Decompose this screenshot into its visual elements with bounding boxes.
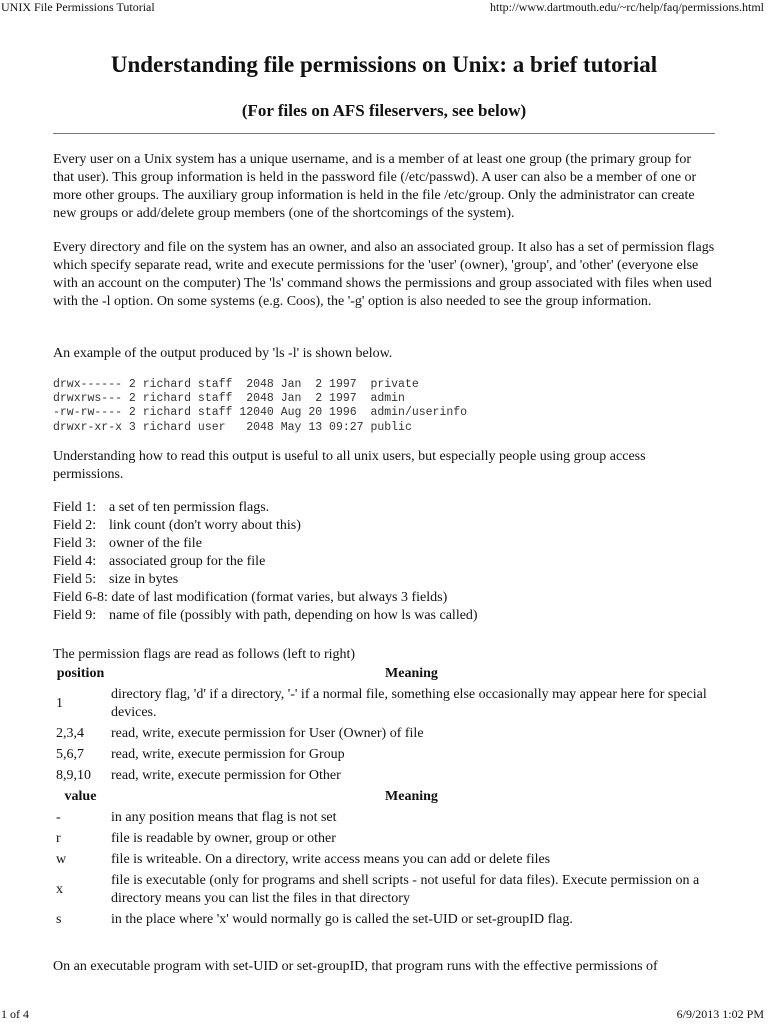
table-cell-meaning: file is executable (only for programs and shell scripts - not useful for data files). Execute permission on a directory means you can list the files in that directory (111, 872, 700, 906)
field-description: name of file (possibly with path, depending on how ls was called) (109, 608, 478, 623)
table-cell-meaning: in any position means that flag is not set (111, 809, 337, 825)
field-description: associated group for the file (109, 554, 266, 569)
column-header-value: value (64, 788, 97, 804)
field-label: Field 1: (53, 500, 97, 515)
paragraph-ls-example-intro: An example of the output produced by 'ls -l' is shown below. (53, 346, 393, 361)
page-number: 1 of 4 (1, 1007, 29, 1021)
paragraph-users-groups: Every user on a Unix system has a unique username, and is a member of at least one group (the primary group for that user). This group information is held in the password file (/etc/passwd). A user can also be a member of one or more other groups. The auxiliary group information is held in the file /etc/group. Only the administrator can create new groups or add/delete group members (one of the shortcomings of the system). (53, 152, 697, 221)
print-datetime: 6/9/2013 1:02 PM (676, 1007, 764, 1021)
page-subtitle: (For files on AFS fileservers, see below) (241, 101, 527, 120)
table-cell-key: x (56, 881, 63, 897)
table-cell-key: 8,9,10 (56, 767, 91, 783)
table-cell-key: 2,3,4 (56, 725, 84, 741)
table-cell-key: w (56, 851, 67, 867)
page-header-url: http://www.dartmouth.edu/~rc/help/faq/permissions.html (489, 0, 764, 14)
field-item (53, 499, 478, 517)
divider (53, 133, 715, 134)
table-cell-key: s (56, 911, 62, 927)
table-header-row (53, 663, 715, 684)
field-label: Field 6-8: (53, 590, 108, 605)
ls-output-line: -rw-rw---- 2 richard staff 12040 Aug 20 1996 admin/userinfo (53, 406, 468, 420)
table-cell-meaning: read, write, execute permission for Other (111, 767, 341, 783)
field-description: a set of ten permission flags. (109, 500, 270, 515)
column-header-meaning: Meaning (385, 788, 438, 804)
table-cell-meaning: file is readable by owner, group or other (111, 830, 336, 846)
column-header-meaning: Meaning (385, 665, 438, 681)
field-description: owner of the file (109, 536, 202, 551)
field-item (53, 571, 478, 589)
field-label: Field 3: (53, 536, 97, 551)
table-row (53, 807, 715, 828)
page-header-title: UNIX File Permissions Tutorial (1, 0, 155, 14)
paragraph-flags-intro: The permission flags are read as follows (left to right) (53, 647, 356, 662)
table-row (53, 870, 715, 909)
ls-output-block (53, 378, 467, 435)
table-cell-key: 5,6,7 (56, 746, 84, 762)
table-cell-key: r (56, 830, 61, 846)
table-cell-key: - (56, 809, 61, 825)
ls-output-line: drwx------ 2 richard staff 2048 Jan 2 1997 private (53, 378, 419, 391)
table-cell-meaning: in the place where 'x' would normally go is called the set-UID or set-groupID flag. (111, 911, 573, 927)
field-item (53, 553, 478, 571)
field-list (53, 499, 478, 625)
table-row (53, 828, 715, 849)
table-header-row (53, 786, 715, 807)
field-label: Field 2: (53, 518, 97, 533)
field-item (53, 607, 478, 625)
column-header-position: position (56, 665, 105, 681)
field-description: size in bytes (109, 572, 179, 587)
table-row (53, 909, 715, 930)
field-label: Field 4: (53, 554, 97, 569)
paragraph-setuid: On an executable program with set-UID or set-groupID, that program runs with the effective permissions of (53, 959, 658, 974)
table-cell-key: 1 (56, 695, 63, 711)
table-row (53, 723, 715, 744)
ls-output-line: drwxrws--- 2 richard staff 2048 Jan 2 1997 admin (53, 392, 405, 406)
permission-flags-table (53, 663, 715, 930)
field-item (53, 589, 478, 607)
field-item (53, 517, 478, 535)
table-row (53, 684, 715, 723)
table-row (53, 765, 715, 786)
page-title: Understanding file permissions on Unix: a brief tutorial (110, 52, 658, 77)
table-row (53, 849, 715, 870)
field-item (53, 535, 478, 553)
field-label: Field 9: (53, 608, 97, 623)
ls-output-line: drwxr-xr-x 3 richard user 2048 May 13 09:27 public (53, 420, 412, 434)
paragraph-owner-permissions: Every directory and file on the system has an owner, and also an associated group. It also has a set of permission flags which specify separate read, write and execute permissions for the 'user' (owner), 'group', and 'other' (everyone else with an account on the computer) The 'ls' command shows the permissions and group associated with files when used with the -l option. On some systems (e.g. Coos), the '-g' option is also needed to see the group information. (53, 240, 715, 309)
table-cell-meaning: file is writeable. On a directory, write access means you can add or delete files (111, 851, 551, 867)
table-cell-meaning: read, write, execute permission for Group (111, 746, 345, 762)
table-row (53, 744, 715, 765)
field-description: link count (don't worry about this) (109, 518, 301, 533)
table-cell-meaning: directory flag, 'd' if a directory, '-' if a normal file, something else occasionally may appear here for special devices. (111, 686, 707, 720)
paragraph-understanding-output: Understanding how to read this output is useful to all unix users, but especially people using group access permissions. (53, 449, 646, 482)
field-label: Field 5: (53, 572, 97, 587)
table-cell-meaning: read, write, execute permission for User (Owner) of file (111, 725, 424, 741)
field-description: date of last modification (format varies, but always 3 fields) (111, 590, 448, 605)
